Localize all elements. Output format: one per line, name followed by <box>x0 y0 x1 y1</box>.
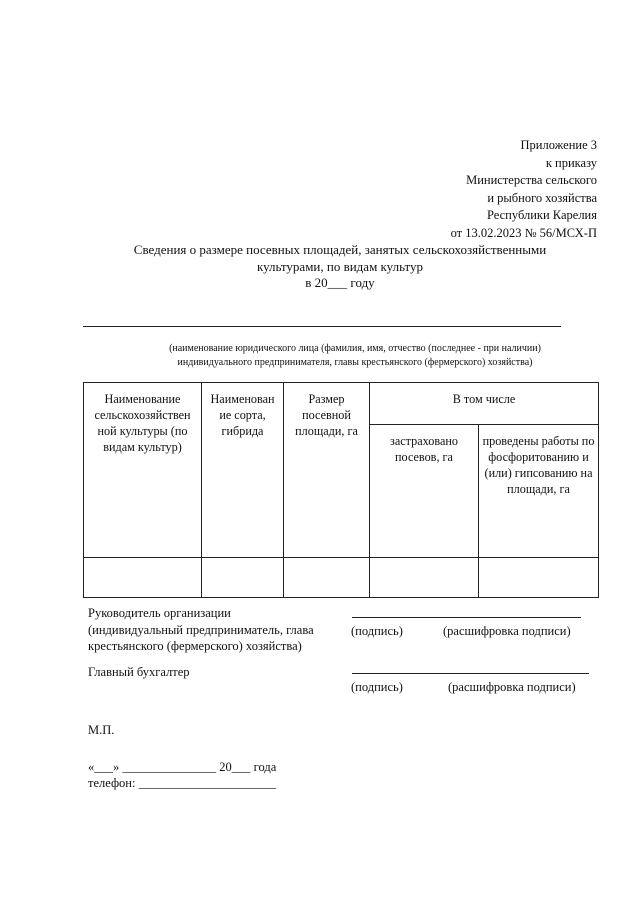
caption-line: индивидуального предпринимателя, главы крестьянского (фермерского) хозяйства) <box>177 356 533 368</box>
header-variety: Наименован ие сорта, гибрида <box>202 383 284 558</box>
appendix-line: Приложение 3 <box>520 138 597 152</box>
appendix-line: к приказу <box>545 155 597 170</box>
accountant-signature-caption: (подпись) <box>351 680 403 694</box>
head-title <box>88 605 314 655</box>
title-line: в 20___ году <box>305 275 375 290</box>
header-insured: застраховано посевов, га <box>370 425 479 558</box>
header-area: Размер посевной площади, га <box>284 383 370 558</box>
accountant-title: Главный бухгалтер <box>88 665 190 679</box>
phone-line[interactable]: телефон: ______________________ <box>88 776 277 790</box>
head-label: (индивидуальный предприниматель, глава <box>88 622 314 637</box>
accountant-signature-line[interactable] <box>352 673 589 674</box>
table-cell[interactable] <box>479 558 599 598</box>
appendix-header <box>451 137 597 242</box>
header-phosphorite: проведены работы по фосфоритованию и (или) гипсованию на площади, га <box>479 425 599 558</box>
table-cell[interactable] <box>284 558 370 598</box>
entity-name-line[interactable] <box>83 326 561 327</box>
date-line[interactable]: «___» _______________ 20___ года <box>88 760 277 774</box>
document-title <box>60 242 620 292</box>
crop-area-table <box>83 382 599 598</box>
appendix-line: от 13.02.2023 № 56/МСХ-П <box>450 225 597 240</box>
head-label: Руководитель организации <box>88 606 231 620</box>
caption-line: (наименование юридического лица (фамилия, имя, отчество (последнее - при наличии) <box>169 343 541 354</box>
appendix-line: Республики Карелия <box>486 208 597 222</box>
entity-name-caption <box>75 342 635 369</box>
table-row <box>84 558 599 598</box>
appendix-line: и рыбного хозяйства <box>487 190 597 205</box>
title-line: культурами, по видам культур <box>256 258 424 274</box>
table-cell[interactable] <box>84 558 202 598</box>
head-label: крестьянского (фермерского) хозяйства) <box>88 639 302 653</box>
title-line: Сведения о размере посевных площадей, занятых сельскохозяйственными <box>133 242 547 257</box>
head-signature-line[interactable] <box>352 617 581 618</box>
stamp-label: М.П. <box>88 723 115 737</box>
head-transcript-caption: (расшифровка подписи) <box>443 624 571 638</box>
accountant-transcript-caption: (расшифровка подписи) <box>448 680 576 694</box>
header-including: В том числе <box>370 383 599 425</box>
header-crop-name: Наименование сельскохозяйствен ной культуры (по видам культур) <box>84 383 202 558</box>
appendix-line: Министерства сельского <box>466 173 597 187</box>
head-signature-caption: (подпись) <box>351 624 403 638</box>
table-cell[interactable] <box>370 558 479 598</box>
table-cell[interactable] <box>202 558 284 598</box>
